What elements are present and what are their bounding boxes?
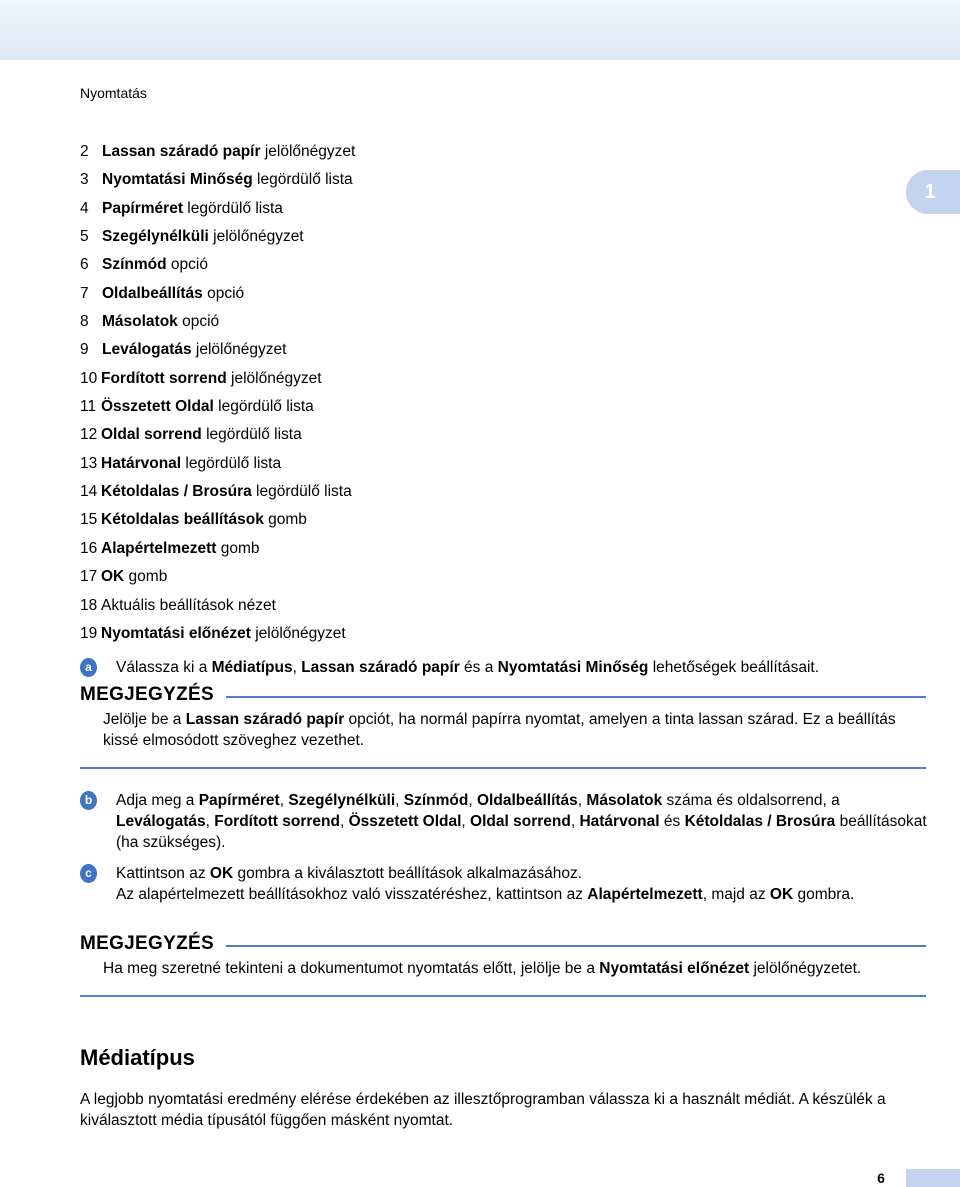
callout-desc: legördülő lista [182,199,283,217]
callout-number: 5 [80,228,89,246]
callout-desc: jelölőnégyzet [226,369,322,387]
list-item [80,396,580,424]
list-item [80,595,580,623]
callout-label: Határvonal [101,454,182,472]
note-box [80,684,926,769]
callout-label: Nyomtatási Minőség [102,171,253,189]
callout-desc: gomb [124,568,168,586]
callout-label: Kétoldalas beállítások [101,511,264,529]
step-text: Adja meg a Papírméret, Szegélynélküli, Színmód, Oldalbeállítás, Másolatok száma és oldalsorrend, a Leválogatás, Fordított sorrend, Összetett Oldal, Oldal sorrend, Határvonal és Kétoldalas / Brosúra beállításokat (ha szükséges). [116,792,927,851]
step-marker: b [80,791,97,810]
body-paragraph: A legjobb nyomtatási eredmény elérése érdekében az illesztőprogramban válassza ki a használt médiát. A készülék a kiválasztott média típusától függően másként nyomtat. [80,1091,886,1129]
list-item [80,339,580,367]
list-item [80,198,580,226]
note-text: Jelölje be a Lassan száradó papír opciót, ha normál papírra nyomtat, amelyen a tinta lassan szárad. Ez a beállítás kissé elmosódott szöveghez vezethet. [103,711,896,749]
list-item [80,453,580,481]
callout-desc: legördülő lista [251,483,352,501]
step-text: Válassza ki a Médiatípus, Lassan száradó papír és a Nyomtatási Minőség lehetőségek beállításait. [116,659,820,676]
list-item [80,141,580,169]
callout-number: 18 [80,596,98,614]
step-text [116,863,936,905]
header-band [0,0,960,60]
page-bar [906,1169,960,1187]
step-marker: c [80,864,97,883]
chapter-number: 1 [924,181,936,203]
callout-desc: legördülő lista [213,398,314,416]
callout-number: 12 [80,426,98,444]
list-item [80,566,580,594]
callout-number: 17 [80,568,98,586]
callout-number: 9 [80,341,89,359]
list-item [80,481,580,509]
callout-desc: legördülő lista [201,426,302,444]
callout-label: OK [101,568,125,586]
note-bottom-rule [80,767,926,769]
callout-desc: opció [177,313,220,331]
note-title: MEGJEGYZÉS [80,684,226,705]
callout-number: 3 [80,171,89,189]
list-item [80,368,580,396]
step-line: Kattintson az OK gombra a kiválasztott beállítások alkalmazásához. [116,865,583,882]
note-box [80,933,926,997]
callout-desc: legördülő lista [252,171,353,189]
callout-label: Papírméret [102,199,183,217]
callout-number: 7 [80,284,89,302]
list-item [80,169,580,197]
callout-number: 13 [80,454,98,472]
running-header: Nyomtatás [80,85,147,101]
callout-desc: gomb [216,539,260,557]
callout-desc: jelölőnégyzet [208,228,304,246]
callout-label: Színmód [102,256,167,274]
callout-label: Alapértelmezett [101,539,217,557]
list-item [80,424,580,452]
callout-desc: opció [166,256,208,274]
callout-list [80,141,580,680]
section-heading: Médiatípus [80,1045,195,1070]
callout-label: Oldal sorrend [101,426,202,444]
note-text: Ha meg szeretné tekinteni a dokumentumot nyomtatás előtt, jelölje be a Nyomtatási előnézet jelölőnégyzetet. [103,960,862,977]
callout-number: 10 [80,369,98,387]
callout-label: Lassan száradó papír [102,143,261,160]
callout-number: 16 [80,539,98,557]
callout-number: 14 [80,483,98,501]
callout-label: Másolatok [102,313,178,331]
callout-desc: jelölőnégyzet [260,143,356,160]
callout-number: 19 [80,624,98,642]
callout-desc: jelölőnégyzet [191,341,287,359]
callout-label: Oldalbeállítás [102,284,203,302]
list-item [80,623,580,651]
page-number-badge [856,1169,960,1187]
callout-number: 11 [80,398,97,416]
note-title: MEGJEGYZÉS [80,933,226,954]
callout-desc: legördülő lista [181,454,282,472]
step-marker: a [80,658,97,677]
list-item [80,254,580,282]
callout-label: Összetett Oldal [101,398,214,416]
note-heading [80,684,926,708]
callout-number: 15 [80,511,98,529]
note-bottom-rule [80,995,926,997]
callout-label: Nyomtatási előnézet [101,624,251,642]
list-item [80,538,580,566]
callout-label: Kétoldalas / Brosúra [101,483,252,501]
callout-label: Leválogatás [102,341,192,359]
callout-number: 4 [80,199,89,217]
callout-desc: opció [202,284,245,302]
callout-number: 8 [80,313,89,331]
chapter-tab [906,170,960,214]
list-item [80,283,580,311]
list-item [80,226,580,254]
callout-number: 2 [80,143,89,160]
note-heading [80,933,926,957]
list-item [80,509,580,537]
callout-label: Fordított sorrend [101,369,227,387]
callout-label: Szegélynélküli [102,228,209,246]
list-item [80,311,580,339]
callout-desc: jelölőnégyzet [250,624,346,642]
callout-desc: gomb [263,511,307,529]
page-number: 6 [877,1170,885,1186]
step-line: Az alapértelmezett beállításokhoz való visszatéréshez, kattintson az Alapértelmezett, majd az OK gombra. [116,886,855,903]
callout-number: 6 [80,256,89,274]
callout-desc: Aktuális beállítások nézet [101,596,276,614]
